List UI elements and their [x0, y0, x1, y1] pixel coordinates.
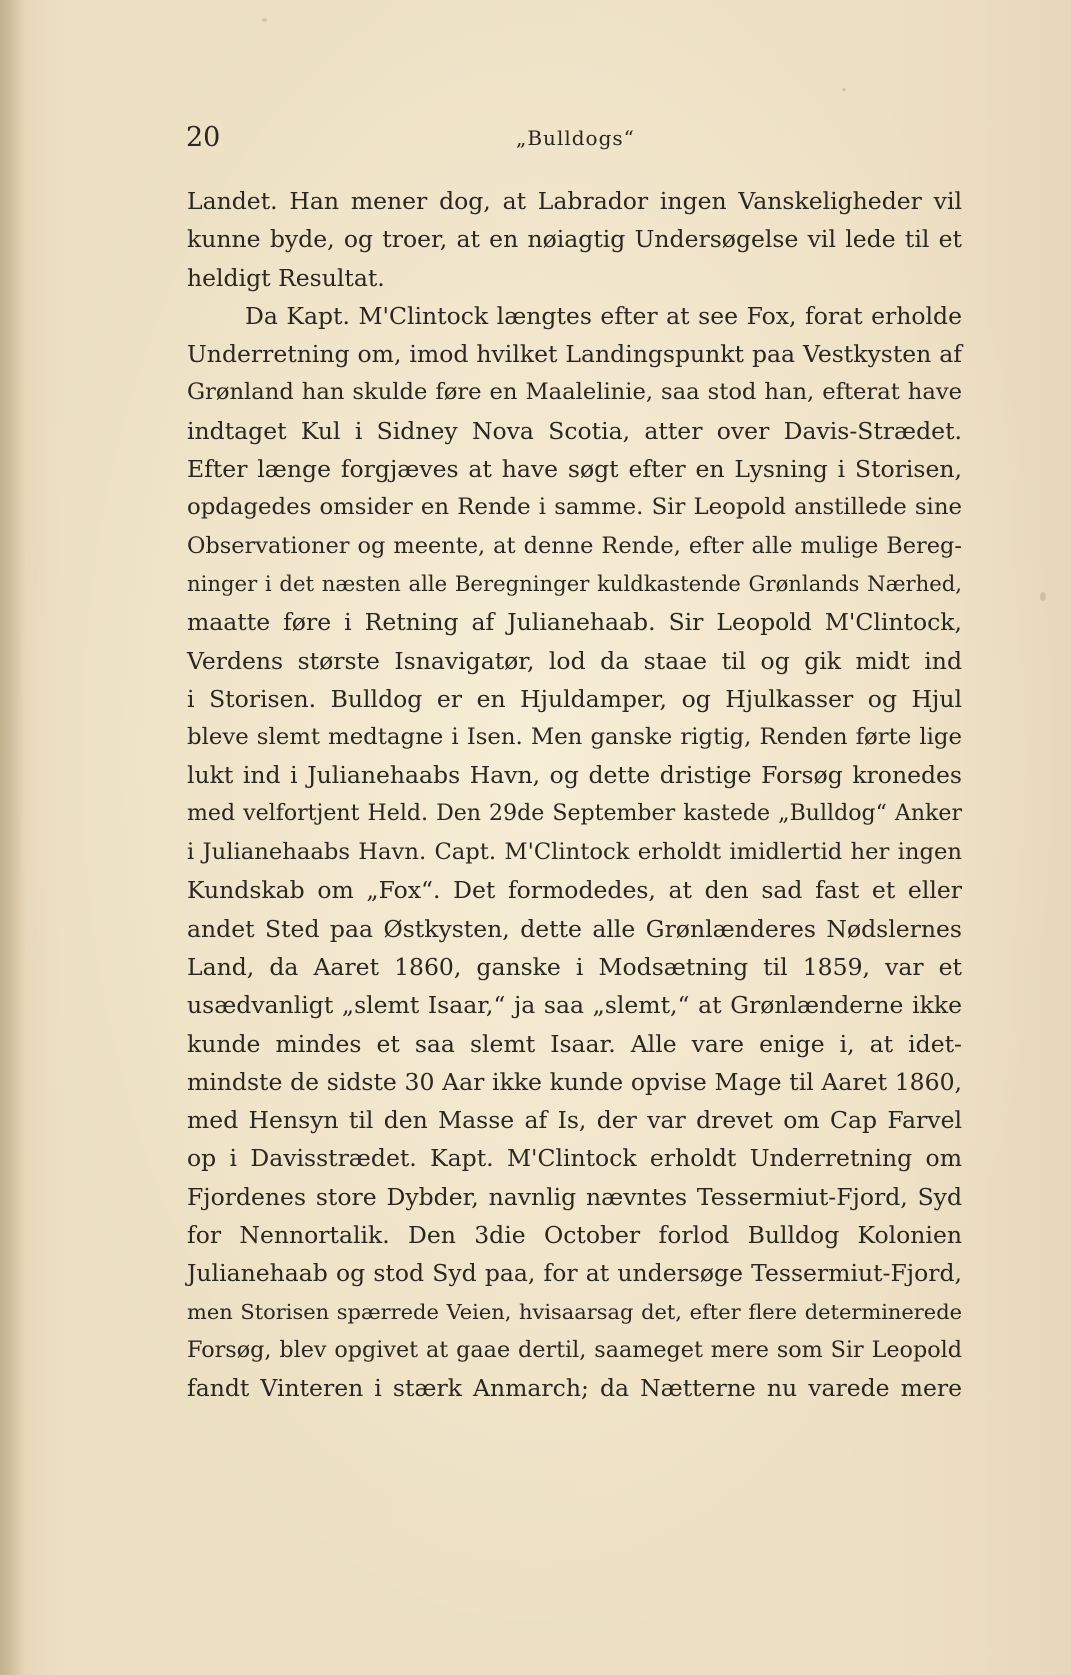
text-line: maatte føre i Retning af Julianehaab. Sir Leopold M'Clintock, [187, 608, 962, 637]
text-line: indtaget Kul i Sidney Nova Scotia, atter over Davis-Strædet. [187, 416, 962, 445]
body-text [187, 182, 962, 1408]
text-line: usædvanligt „slemt Isaar,“ ja saa „slemt,“ at Grønlænderne ikke [187, 991, 962, 1020]
text-line: Landet. Han mener dog, at Labrador ingen Vanskeligheder vil [187, 187, 962, 215]
running-title: „Bulldogs“ [516, 126, 635, 150]
text-line: Verdens største Isnavigatør, lod da staae til og gik midt ind [187, 646, 962, 675]
foxing-spot [1040, 592, 1046, 601]
text-line: Observationer og meente, at denne Rende, efter alle mulige Bereg- [187, 532, 962, 559]
foxing-spot [842, 88, 846, 91]
text-line: for Nennortalik. Den 3die October forlod Bulldog Kolonien [187, 1221, 962, 1250]
text-line: fandt Vinteren i stærk Anmarch; da Nætterne nu varede mere [187, 1374, 962, 1403]
text-line: med Hensyn til den Masse af Is, der var drevet om Cap Farvel [187, 1106, 962, 1135]
binding-shadow [0, 0, 26, 1675]
text-line: Land, da Aaret 1860, ganske i Modsætning til 1859, var et [187, 952, 962, 981]
text-line: Forsøg, blev opgivet at gaae dertil, saameget mere som Sir Leopold [187, 1336, 962, 1363]
text-line: Efter længe forgjæves at have søgt efter en Lysning i Storisen, [187, 455, 962, 484]
text-line: mindste de sidste 30 Aar ikke kunde opvise Mage til Aaret 1860, [187, 1067, 962, 1096]
text-line: med velfortjent Held. Den 29de September kastede „Bulldog“ Anker [187, 800, 962, 826]
text-line: men Storisen spærrede Veien, hvisaarsag det, efter flere determinerede [187, 1299, 962, 1324]
text-line: kunde mindes et saa slemt Isaar. Alle vare enige i, at idet- [187, 1029, 962, 1058]
text-line: Julianehaab og stod Syd paa, for at undersøge Tessermiut-Fjord, [187, 1259, 962, 1288]
text-line: Underretning om, imod hvilket Landingspunkt paa Vestkysten af [187, 340, 962, 369]
text-line: Fjordenes store Dybder, navnlig nævntes Tessermiut-Fjord, Syd [187, 1182, 962, 1211]
text-line: ninger i det næsten alle Beregninger kuldkastende Grønlands Nærhed, [187, 570, 962, 596]
text-line: Kundskab om „Fox“. Det formodedes, at den sad fast et eller [187, 876, 962, 905]
text-line: heldigt Resultat. [187, 263, 385, 292]
text-line: lukt ind i Julianehaabs Havn, og dette dristige Forsøg kronedes [187, 761, 962, 790]
text-line: opdagedes omsider en Rende i samme. Sir Leopold anstillede sine [187, 494, 962, 521]
text-line: Da Kapt. M'Clintock længtes efter at see Fox, forat erholde [245, 301, 962, 330]
text-line: Grønland han skulde føre en Maalelinie, saa stod han, efterat have [187, 379, 962, 406]
foxing-spot [262, 18, 267, 22]
text-line: op i Davisstrædet. Kapt. M'Clintock erholdt Underretning om [187, 1144, 962, 1173]
text-line: kunne byde, og troer, at en nøiagtig Undersøgelse vil lede til et [187, 225, 962, 254]
page-number: 20 [186, 122, 221, 153]
text-line: i Storisen. Bulldog er en Hjuldamper, og Hjulkasser og Hjul [187, 684, 962, 713]
text-line: bleve slemt medtagne i Isen. Men ganske rigtig, Renden førte lige [187, 724, 962, 751]
text-line: i Julianehaabs Havn. Capt. M'Clintock erholdt imidlertid her ingen [187, 839, 962, 866]
running-head [186, 122, 966, 162]
text-line: andet Sted paa Østkysten, dette alle Grønlænderes Nødslernes [187, 914, 962, 943]
